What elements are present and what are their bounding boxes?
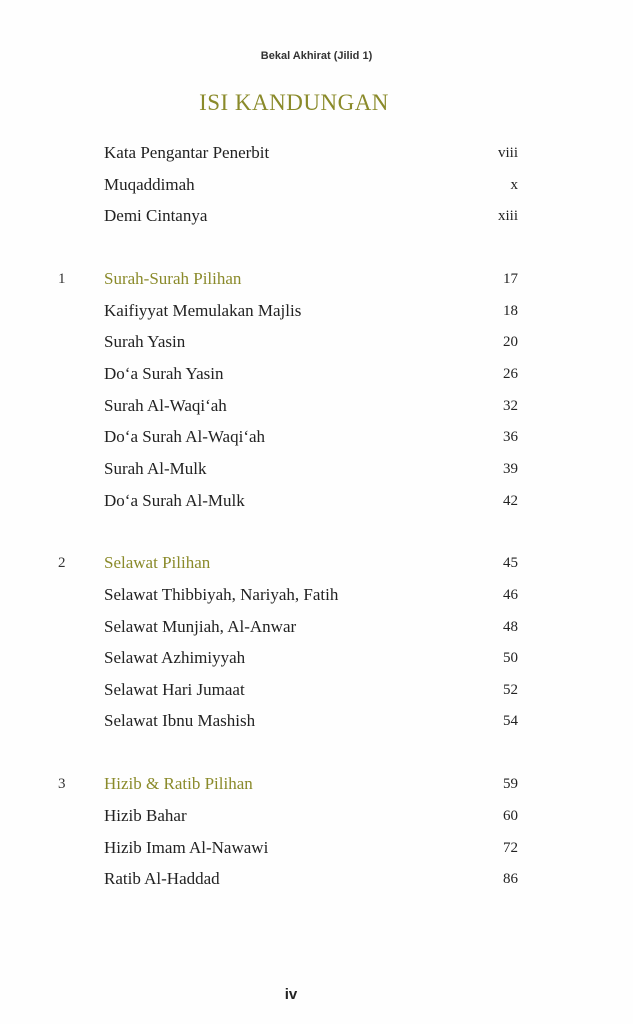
toc-entry-label: Demi Cintanya <box>104 206 208 225</box>
toc-entry-page: x <box>510 177 518 193</box>
section-title: Hizib & Ratib Pilihan <box>104 774 253 793</box>
toc-entry-label: Hizib Bahar <box>104 806 187 825</box>
toc-entry-page: 48 <box>503 619 518 635</box>
running-header: Bekal Akhirat (Jilid 1) <box>260 50 373 62</box>
toc-entry-label: Ratib Al-Haddad <box>104 869 220 888</box>
toc-entry-label: Kaifiyyat Memulakan Majlis <box>104 301 302 320</box>
section-number: 2 <box>58 555 66 571</box>
toc-entry-demi-cintanya[interactable] <box>0 202 633 230</box>
toc-entry-label: Selawat Azhimiyyah <box>104 648 246 667</box>
toc-entry[interactable] <box>0 676 633 704</box>
toc-entry-page: 26 <box>503 366 518 382</box>
toc-entry-label: Kata Pengantar Penerbit <box>104 143 270 162</box>
toc-entry[interactable] <box>0 328 633 356</box>
toc-entry-label: Do‘a Surah Yasin <box>104 364 224 383</box>
page-number: iv <box>284 986 298 1003</box>
toc-entry-page: 50 <box>503 650 518 666</box>
toc-entry-kata-pengantar[interactable] <box>0 139 633 167</box>
section-title: Selawat Pilihan <box>104 553 211 572</box>
toc-entry-label: Selawat Ibnu Mashish <box>104 711 256 730</box>
toc-entry-page: 20 <box>503 334 518 350</box>
toc-entry-page: 42 <box>503 493 518 509</box>
toc-entry-page: 86 <box>503 871 518 887</box>
toc-entry[interactable] <box>0 455 633 483</box>
toc-section-2[interactable] <box>0 549 633 577</box>
toc-entry-label: Hizib Imam Al-Nawawi <box>104 838 269 857</box>
toc-entry-muqaddimah[interactable] <box>0 171 633 199</box>
toc-entry-label: Surah Al-Mulk <box>104 459 207 478</box>
section-number: 3 <box>58 776 66 792</box>
section-page: 17 <box>503 271 518 287</box>
section-number: 1 <box>58 271 66 287</box>
toc-entry-label: Selawat Thibbiyah, Nariyah, Fatih <box>104 585 339 604</box>
toc-entry[interactable] <box>0 297 633 325</box>
toc-section-3[interactable] <box>0 770 633 798</box>
toc-entry-label: Selawat Munjiah, Al-Anwar <box>104 617 297 636</box>
toc-entry[interactable] <box>0 360 633 388</box>
toc-entry-label: Surah Al-Waqi‘ah <box>104 396 227 415</box>
toc-entry-page: 39 <box>503 461 518 477</box>
toc-entry-page: 52 <box>503 682 518 698</box>
toc-entry-page: viii <box>497 145 518 161</box>
toc-entry[interactable] <box>0 423 633 451</box>
toc-entry-page: 46 <box>503 587 518 603</box>
page-title: ISI KANDUNGAN <box>199 90 389 115</box>
section-title: Surah-Surah Pilihan <box>104 269 242 288</box>
toc-entry[interactable] <box>0 613 633 641</box>
toc-entry-page: 32 <box>503 398 518 414</box>
toc-entry-page: xiii <box>497 208 518 224</box>
section-page: 59 <box>503 776 518 792</box>
toc-entry-label: Selawat Hari Jumaat <box>104 680 245 699</box>
section-page: 45 <box>503 555 518 571</box>
toc-entry-page: 54 <box>503 713 518 729</box>
toc-entry[interactable] <box>0 865 633 893</box>
toc-entry[interactable] <box>0 644 633 672</box>
toc-entry-label: Muqaddimah <box>104 175 195 194</box>
toc-entry-label: Do‘a Surah Al-Mulk <box>104 491 245 510</box>
toc-entry[interactable] <box>0 834 633 862</box>
toc-entry-page: 72 <box>503 840 518 856</box>
toc-entry[interactable] <box>0 487 633 515</box>
toc-entry-page: 36 <box>503 429 518 445</box>
toc-entry[interactable] <box>0 581 633 609</box>
toc-entry[interactable] <box>0 802 633 830</box>
toc-section-1[interactable] <box>0 265 633 293</box>
toc-entry[interactable] <box>0 392 633 420</box>
toc-entry-page: 60 <box>503 808 518 824</box>
toc-entry-page: 18 <box>503 303 518 319</box>
toc-entry-label: Surah Yasin <box>104 332 186 351</box>
toc-entry-label: Do‘a Surah Al-Waqi‘ah <box>104 427 266 446</box>
toc-entry[interactable] <box>0 707 633 735</box>
